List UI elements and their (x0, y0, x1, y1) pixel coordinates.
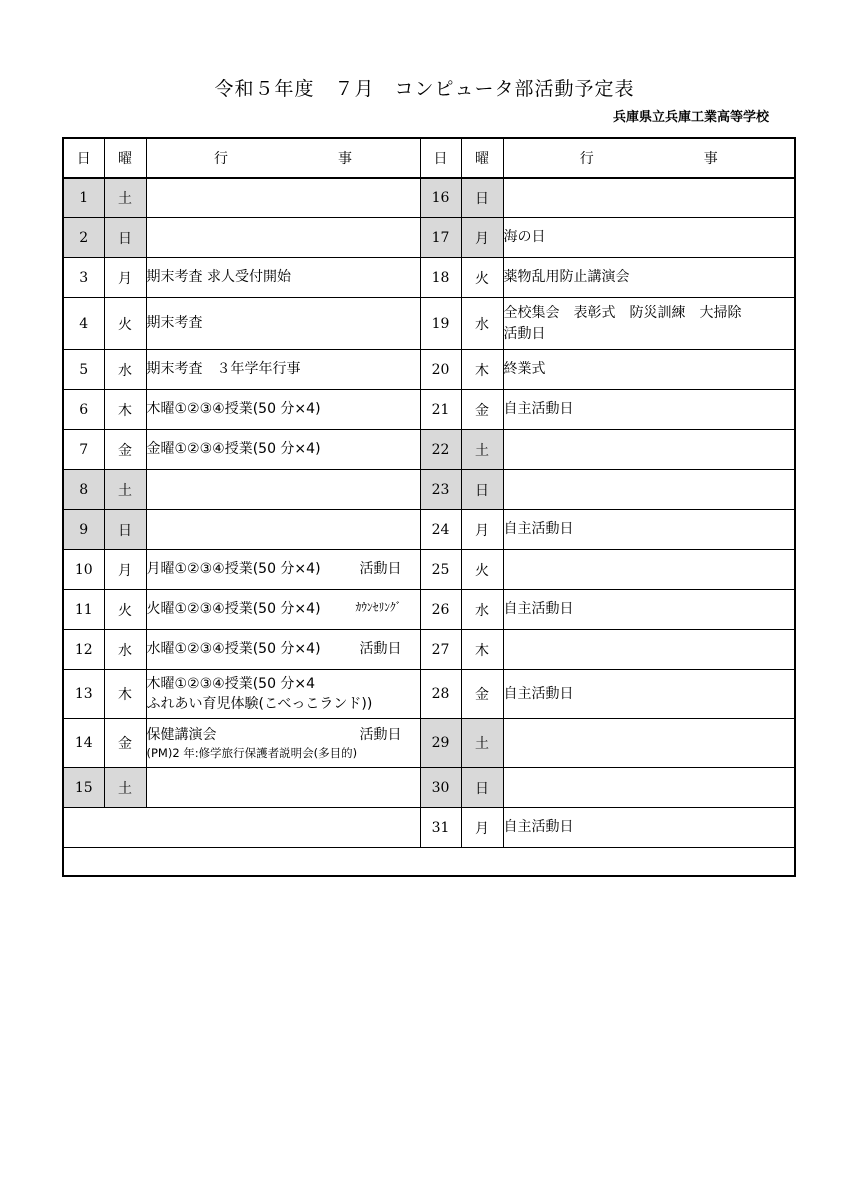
table-row (63, 670, 795, 719)
event-text: ｶｳﾝｾﾘﾝｸﾞ (355, 600, 402, 615)
left-day-cell: 14 (63, 719, 104, 768)
left-event-cell (146, 218, 420, 258)
event-text: (PM)2 年:修学旅行保護者説明会(多目的) (146, 745, 358, 760)
right-day-cell: 18 (420, 258, 461, 298)
right-day-cell: 30 (420, 768, 461, 808)
left-event-cell (146, 550, 420, 590)
event-text: 金曜①②③④授業(50 分×4) (146, 441, 321, 458)
right-day-cell: 28 (420, 670, 461, 719)
event-line (504, 359, 795, 379)
event-line (147, 359, 420, 379)
left-day-cell: 7 (63, 430, 104, 470)
event-text: 期末考査 (146, 315, 203, 332)
left-weekday-cell: 火 (104, 590, 146, 630)
table-row (63, 719, 795, 768)
left-day-cell: 1 (63, 178, 104, 218)
right-day-cell: 22 (420, 430, 461, 470)
footer-row (63, 848, 795, 877)
right-weekday-cell: 金 (461, 670, 503, 719)
right-weekday-cell: 日 (461, 768, 503, 808)
event-text: 水曜①②③④授業(50 分×4) (146, 641, 321, 658)
event-line (147, 639, 420, 659)
right-day-cell: 31 (420, 808, 461, 848)
left-day-cell: 12 (63, 630, 104, 670)
table-row (63, 298, 795, 350)
event-line (147, 725, 420, 745)
right-weekday-cell: 土 (461, 719, 503, 768)
event-line (147, 313, 420, 333)
left-event-cell (146, 768, 420, 808)
right-event-cell (503, 630, 795, 670)
right-weekday-cell: 水 (461, 298, 503, 350)
event-text: 自主活動日 (503, 521, 574, 538)
left-weekday-cell: 日 (104, 218, 146, 258)
event-line (147, 745, 420, 762)
left-event-cell (146, 430, 420, 470)
right-weekday-cell: 金 (461, 390, 503, 430)
right-event-cell (503, 258, 795, 298)
event-text: 木曜①②③④授業(50 分×4) (146, 401, 321, 418)
event-line (504, 817, 795, 837)
right-weekday-cell: 木 (461, 350, 503, 390)
left-day-cell: 6 (63, 390, 104, 430)
event-line (147, 694, 420, 714)
right-event-cell (503, 218, 795, 258)
left-event-cell (146, 258, 420, 298)
table-row (63, 510, 795, 550)
left-weekday-cell: 水 (104, 630, 146, 670)
left-day-cell: 4 (63, 298, 104, 350)
right-day-cell: 19 (420, 298, 461, 350)
event-line (504, 267, 795, 287)
header-day: 日 (63, 138, 104, 178)
event-text: 期末考査 ３年学年行事 (146, 361, 301, 378)
header-event-2: 行 事 (503, 138, 795, 178)
school-name: 兵庫県立兵庫工業高等学校 (612, 110, 769, 125)
header-weekday: 曜 (104, 138, 146, 178)
right-day-cell: 26 (420, 590, 461, 630)
right-event-cell (503, 510, 795, 550)
left-day-cell: 11 (63, 590, 104, 630)
left-weekday-cell: 土 (104, 768, 146, 808)
blank-cell (63, 808, 420, 848)
right-weekday-cell: 火 (461, 258, 503, 298)
right-day-cell: 20 (420, 350, 461, 390)
event-text: 活動日 (359, 641, 402, 658)
right-event-cell (503, 670, 795, 719)
right-day-cell: 27 (420, 630, 461, 670)
table-row (63, 470, 795, 510)
left-event-cell (146, 298, 420, 350)
event-text: 終業式 (503, 361, 546, 378)
left-day-cell: 15 (63, 768, 104, 808)
left-weekday-cell: 土 (104, 470, 146, 510)
right-weekday-cell: 日 (461, 178, 503, 218)
event-line (147, 599, 420, 619)
left-day-cell: 13 (63, 670, 104, 719)
left-weekday-cell: 水 (104, 350, 146, 390)
right-weekday-cell: 日 (461, 470, 503, 510)
left-weekday-cell: 月 (104, 258, 146, 298)
right-event-cell (503, 350, 795, 390)
left-weekday-cell: 月 (104, 550, 146, 590)
event-line (504, 227, 795, 247)
event-text: 自主活動日 (503, 685, 574, 702)
event-text: 期末考査 求人受付開始 (146, 269, 291, 286)
left-day-cell: 10 (63, 550, 104, 590)
right-event-cell (503, 768, 795, 808)
event-text: 自主活動日 (503, 401, 574, 418)
table-row (63, 590, 795, 630)
event-text: 月曜①②③④授業(50 分×4) (146, 561, 321, 578)
event-text: 活動日 (359, 726, 402, 743)
right-day-cell: 25 (420, 550, 461, 590)
right-event-cell (503, 719, 795, 768)
event-text: 薬物乱用防止講演会 (503, 269, 630, 286)
left-day-cell: 5 (63, 350, 104, 390)
right-weekday-cell: 土 (461, 430, 503, 470)
header-weekday-2: 曜 (461, 138, 503, 178)
table-row (63, 218, 795, 258)
left-day-cell: 2 (63, 218, 104, 258)
left-event-cell (146, 510, 420, 550)
right-day-cell: 29 (420, 719, 461, 768)
right-event-cell (503, 298, 795, 350)
table-row (63, 630, 795, 670)
table-row (63, 350, 795, 390)
event-text: ふれあい育児体験(こべっこランド)) (146, 696, 373, 712)
right-event-cell (503, 550, 795, 590)
right-day-cell: 23 (420, 470, 461, 510)
table-row (63, 550, 795, 590)
right-event-cell (503, 808, 795, 848)
event-line (147, 674, 420, 694)
left-event-cell (146, 390, 420, 430)
left-event-cell (146, 470, 420, 510)
event-line (504, 519, 795, 539)
event-text: 木曜①②③④授業(50 分×4 (146, 675, 316, 692)
right-event-cell (503, 470, 795, 510)
event-line (147, 267, 420, 287)
right-weekday-cell: 火 (461, 550, 503, 590)
left-event-cell (146, 719, 420, 768)
event-line (504, 684, 795, 704)
left-weekday-cell: 金 (104, 430, 146, 470)
left-day-cell: 3 (63, 258, 104, 298)
right-day-cell: 17 (420, 218, 461, 258)
event-line (147, 439, 420, 459)
left-weekday-cell: 日 (104, 510, 146, 550)
right-day-cell: 16 (420, 178, 461, 218)
right-weekday-cell: 月 (461, 218, 503, 258)
event-text: 全校集会 表彰式 防災訓練 大掃除 (503, 305, 742, 322)
schedule-table (62, 137, 796, 877)
event-text: 自主活動日 (503, 819, 574, 836)
left-event-cell (146, 670, 420, 719)
table-row (63, 430, 795, 470)
right-event-cell (503, 390, 795, 430)
left-weekday-cell: 木 (104, 390, 146, 430)
page-title: 令和５年度 ７月 コンピュータ部活動予定表 (214, 78, 635, 100)
header-row (63, 138, 795, 178)
event-text: 自主活動日 (503, 601, 574, 618)
event-line (504, 599, 795, 619)
event-line (147, 399, 420, 419)
event-text: 火曜①②③④授業(50 分×4) (146, 601, 321, 618)
event-text: 活動日 (359, 561, 402, 578)
event-line (147, 559, 420, 579)
left-weekday-cell: 土 (104, 178, 146, 218)
event-text: 保健講演会 (146, 726, 217, 743)
right-day-cell: 21 (420, 390, 461, 430)
event-line (504, 399, 795, 419)
left-weekday-cell: 火 (104, 298, 146, 350)
right-event-cell (503, 590, 795, 630)
left-day-cell: 9 (63, 510, 104, 550)
left-weekday-cell: 木 (104, 670, 146, 719)
right-weekday-cell: 月 (461, 808, 503, 848)
table-row (63, 808, 795, 848)
right-weekday-cell: 木 (461, 630, 503, 670)
header-event: 行 事 (146, 138, 420, 178)
left-day-cell: 8 (63, 470, 104, 510)
footer-blank-cell (63, 848, 795, 877)
right-event-cell (503, 430, 795, 470)
table-row (63, 258, 795, 298)
table-row (63, 768, 795, 808)
right-day-cell: 24 (420, 510, 461, 550)
header-day-2: 日 (420, 138, 461, 178)
left-event-cell (146, 590, 420, 630)
table-row (63, 390, 795, 430)
event-text: 海の日 (503, 229, 546, 246)
event-line (504, 324, 795, 344)
left-event-cell (146, 178, 420, 218)
left-weekday-cell: 金 (104, 719, 146, 768)
left-event-cell (146, 350, 420, 390)
right-weekday-cell: 月 (461, 510, 503, 550)
right-weekday-cell: 水 (461, 590, 503, 630)
event-text: 活動日 (503, 325, 546, 342)
event-line (504, 303, 795, 323)
table-row (63, 178, 795, 218)
right-event-cell (503, 178, 795, 218)
left-event-cell (146, 630, 420, 670)
